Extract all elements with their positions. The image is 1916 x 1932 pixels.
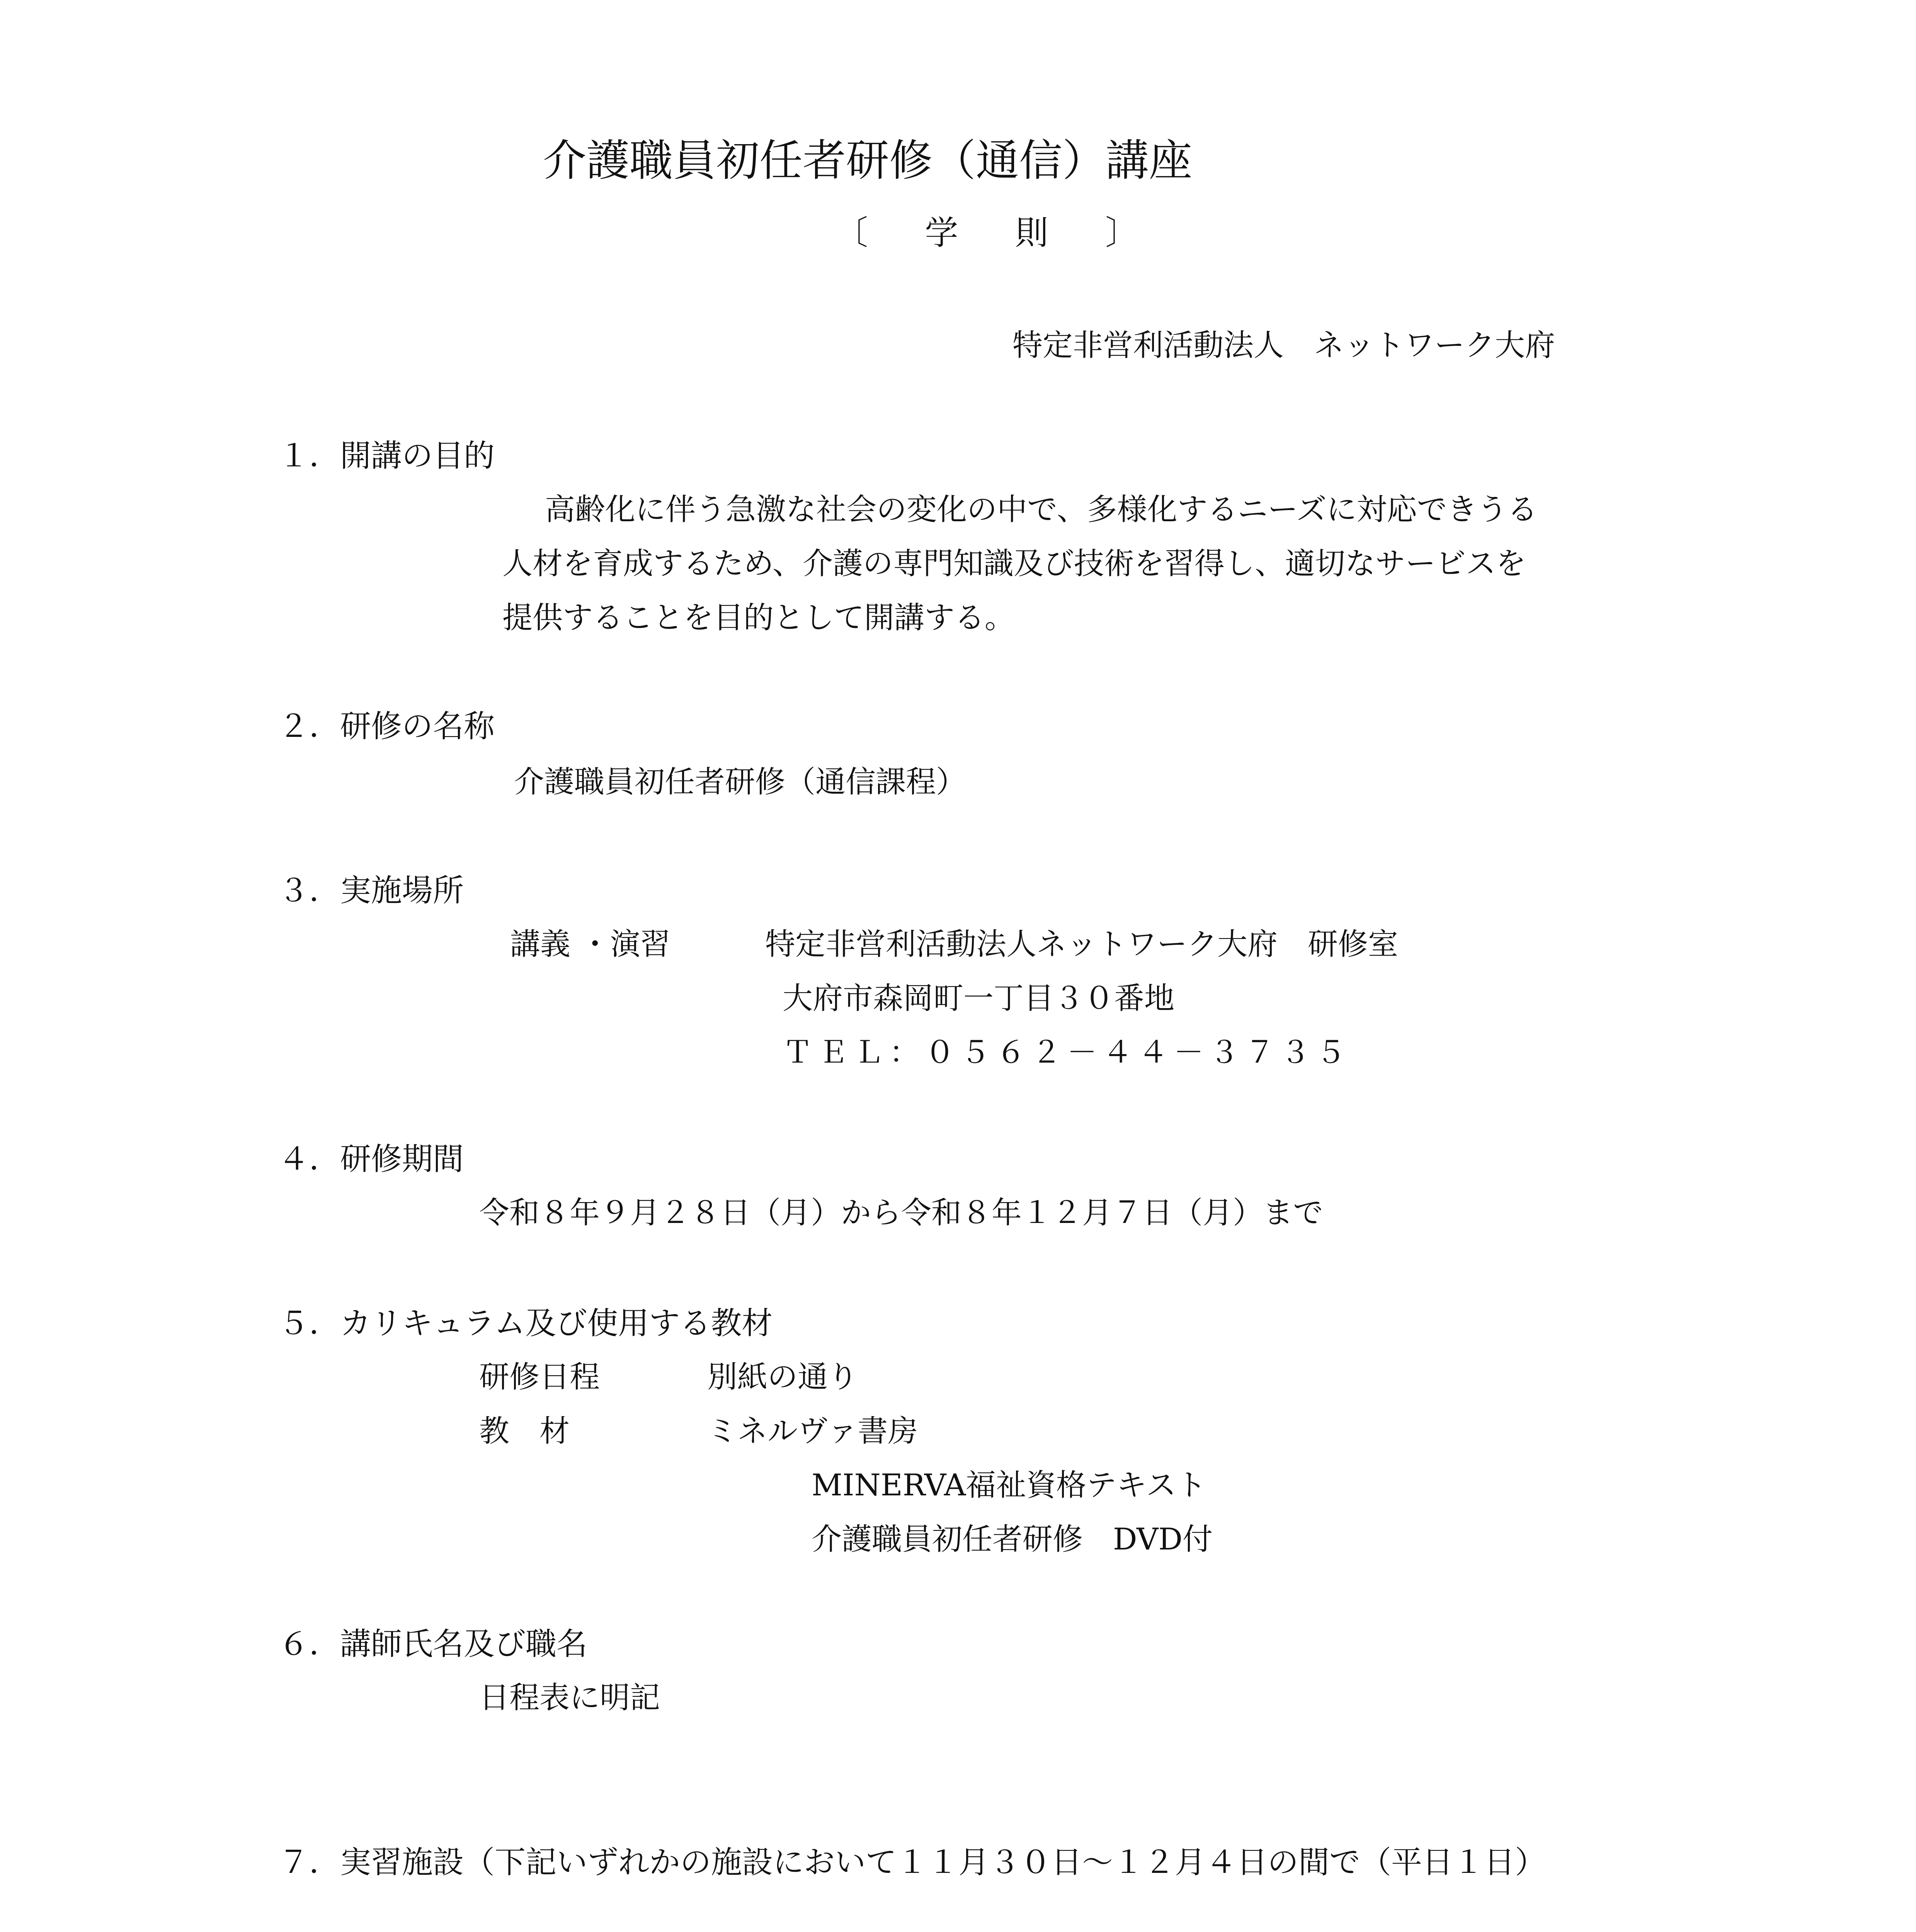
training-period: 令和８年９月２８日（月）から令和８年１２月７日（月）まで: [479, 1196, 1324, 1230]
instructor-note: 日程表に明記: [479, 1680, 660, 1715]
section-6-heading: ６．講師氏名及び職名: [278, 1626, 587, 1662]
page-subtitle: 〔 学 則 〕: [835, 214, 1162, 252]
section-5-heading: ５．カリキュラム及び使用する教材: [278, 1305, 773, 1341]
material-series: MINERVA福祉資格テキスト: [812, 1468, 1206, 1503]
venue-phone: ＴＥＬ：０５６２－４４－３７３５: [783, 1035, 1352, 1070]
section-3-heading: ３．実施場所: [278, 872, 464, 908]
material-publisher: ミネルヴァ書房: [707, 1414, 918, 1449]
venue-address: 大府市森岡町一丁目３０番地: [783, 981, 1175, 1016]
section-1-line-1: 高齢化に伴う急激な社会の変化の中で、多様化するニーズに対応できうる: [545, 492, 1538, 527]
schedule-label: 研修日程: [479, 1360, 600, 1395]
material-label: 教 材: [479, 1414, 570, 1449]
organization-name: 特定非営利活動法人 ネットワーク大府: [1012, 328, 1555, 363]
schedule-value: 別紙の通り: [707, 1360, 858, 1395]
section-7-heading: ７．実習施設（下記いずれかの施設において１１月３０日～１２月４日の間で（平日１日）: [278, 1844, 1546, 1880]
venue-label: 講義 ・演習: [510, 927, 670, 962]
section-1-heading: １．開講の目的: [278, 438, 495, 474]
section-4-heading: ４．研修期間: [278, 1141, 464, 1177]
section-1-line-2: 人材を育成するため、介護の専門知識及び技術を習得し、適切なサービスを: [502, 546, 1526, 581]
course-name: 介護職員初任者研修（通信課程）: [514, 765, 967, 799]
page-title: 介護職員初任者研修（通信）講座: [543, 136, 1192, 186]
venue-name: 特定非営利活動法人ネットワーク大府 研修室: [765, 927, 1399, 962]
section-1-line-3: 提供することを目的として開講する。: [502, 600, 1015, 635]
material-book: 介護職員初任者研修 DVD付: [812, 1522, 1213, 1557]
section-2-heading: ２．研修の名称: [278, 708, 495, 744]
